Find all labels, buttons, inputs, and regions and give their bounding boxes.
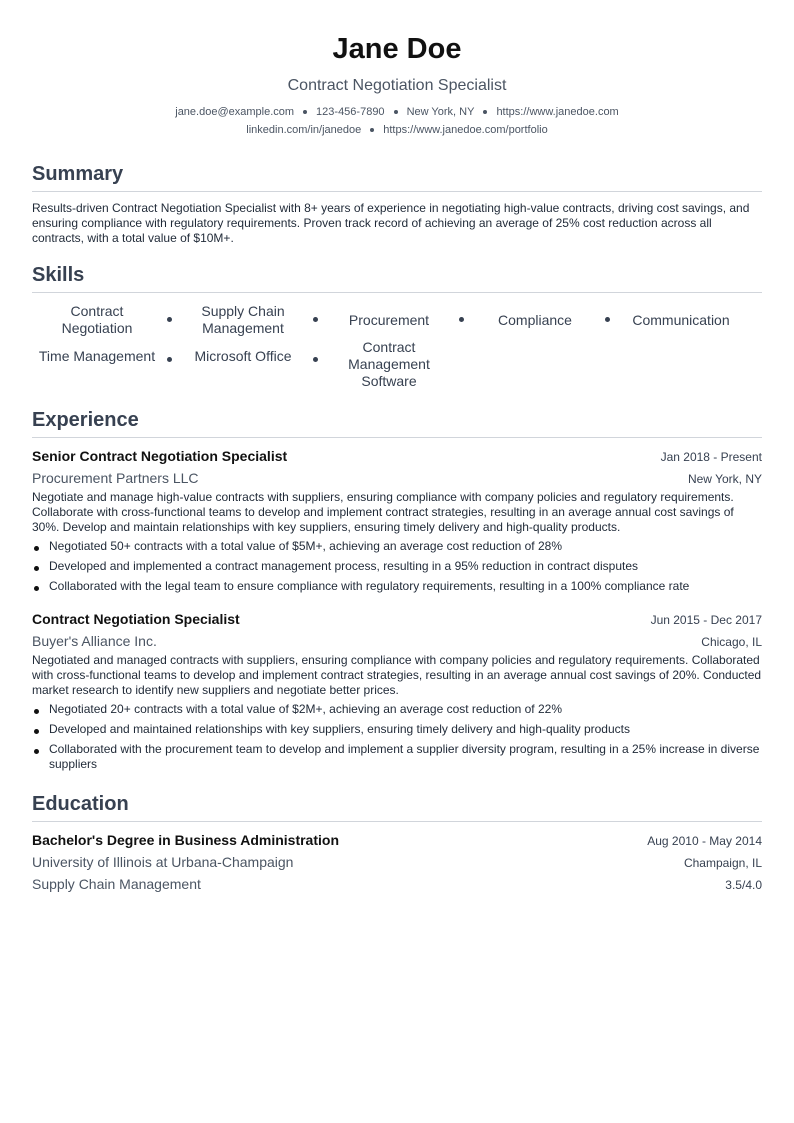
- education-section: [32, 791, 762, 894]
- summary-text: Results-driven Contract Negotiation Specialist with 8+ years of experience in negotiating high-value contracts, driving cost savings, and ensuring compliance with regulatory requirements. Proven track record of achieving an average of 25% cost reduction across all contracts, with a total value of $10M+.: [32, 201, 750, 245]
- summary-section: [32, 161, 762, 246]
- separator-dot-icon: [459, 317, 464, 322]
- bullet-icon: [34, 729, 39, 734]
- job-location: New York, NY: [687, 472, 762, 486]
- bullet-icon: [34, 709, 39, 714]
- list-item: [32, 722, 762, 737]
- skill-item: [470, 301, 600, 339]
- job-company-row: [32, 629, 762, 651]
- skill-label: Time Management: [38, 348, 156, 364]
- skills-list: [32, 301, 762, 390]
- job-achievements: [32, 702, 762, 772]
- skill-label: Contract Management Software: [348, 339, 430, 389]
- list-item: [32, 539, 762, 554]
- skill-label: Microsoft Office: [194, 348, 292, 364]
- job-dates: Jun 2015 - Dec 2017: [650, 613, 762, 627]
- experience-heading: Experience: [32, 407, 762, 438]
- job-entry: [32, 610, 762, 772]
- achievement-text: Developed and implemented a contract management process, resulting in a 95% reduction in contract disputes: [49, 559, 639, 573]
- edu-field: Supply Chain Management: [32, 876, 201, 892]
- education-heading: Education: [32, 791, 762, 822]
- skill-item: [324, 301, 454, 339]
- bullet-icon: [34, 546, 39, 551]
- contact-linkedin[interactable]: linkedin.com/in/janedoe: [246, 124, 362, 136]
- skill-item: [178, 339, 308, 390]
- job-company: Buyer's Alliance Inc.: [32, 633, 157, 649]
- separator-dot-icon: [303, 110, 307, 114]
- achievement-text: Negotiated 50+ contracts with a total value of $5M+, achieving an average cost reduction of 28%: [49, 539, 562, 553]
- separator-dot-icon: [370, 128, 374, 132]
- list-item: [32, 702, 762, 717]
- job-company: Procurement Partners LLC: [32, 470, 199, 486]
- job-title: Senior Contract Negotiation Specialist: [32, 448, 288, 464]
- edu-degree: Bachelor's Degree in Business Administration: [32, 832, 340, 848]
- bullet-icon: [34, 586, 39, 591]
- list-item: [32, 742, 762, 772]
- job-company-row: [32, 466, 762, 488]
- contact-website[interactable]: https://www.janedoe.com: [496, 106, 619, 118]
- skill-item: [324, 339, 454, 390]
- job-dates: Jan 2018 - Present: [660, 450, 762, 464]
- job-header-row: [32, 447, 762, 466]
- skill-label: Procurement: [348, 311, 430, 328]
- skill-label: Communication: [632, 311, 730, 328]
- separator-dot-icon: [313, 357, 318, 362]
- achievement-text: Developed and maintained relationships with key suppliers, ensuring timely delivery and high-quality products: [49, 722, 630, 736]
- job-entry: [32, 447, 762, 594]
- separator-dot-icon: [394, 110, 398, 114]
- education-entry: [32, 831, 762, 894]
- candidate-title: Contract Negotiation Specialist: [287, 77, 507, 94]
- contact-location: New York, NY: [406, 106, 475, 118]
- skill-label: Compliance: [498, 311, 572, 328]
- resume-header: [32, 30, 762, 139]
- job-description: Negotiated and managed contracts with suppliers, ensuring compliance with company policies and regulatory requirements. Collaborated with cross-functional teams to develop and implement contract strategies, resulting in an average annual cost savings of 20%. Conducted market research to identify new suppliers and negotiate better prices.: [32, 653, 762, 697]
- separator-dot-icon: [605, 317, 610, 322]
- separator-dot-icon: [167, 357, 172, 362]
- job-location: Chicago, IL: [701, 635, 762, 649]
- edu-dates: Aug 2010 - May 2014: [647, 834, 762, 848]
- separator-dot-icon: [483, 110, 487, 114]
- job-description: Negotiate and manage high-value contracts with suppliers, ensuring compliance with company policies and regulatory requirements. Collaborate with cross-functional teams to develop and implement contract strategies, resulting in an average annual cost savings of 30%. Develop and maintain relationships with key suppliers, ensuring timely delivery and high-quality products.: [32, 490, 734, 534]
- bullet-icon: [34, 749, 39, 754]
- skills-heading: Skills: [32, 262, 762, 293]
- separator-dot-icon: [313, 317, 318, 322]
- skill-item: [178, 301, 308, 339]
- skills-section: [32, 262, 762, 390]
- achievement-text: Collaborated with the legal team to ensure compliance with regulatory requirements, resulting in a 100% compliance rate: [49, 579, 690, 593]
- bullet-icon: [34, 566, 39, 571]
- job-achievements: [32, 539, 762, 594]
- edu-field-row: [32, 872, 762, 894]
- contact-line-1: [32, 103, 762, 121]
- achievement-text: Collaborated with the procurement team to develop and implement a supplier diversity program, resulting in a 25% increase in diverse suppliers: [49, 742, 760, 771]
- skill-item: [32, 301, 162, 339]
- edu-school: University of Illinois at Urbana-Champaign: [32, 854, 294, 870]
- job-title: Contract Negotiation Specialist: [32, 611, 240, 627]
- edu-location: Champaign, IL: [683, 856, 762, 870]
- separator-dot-icon: [167, 317, 172, 322]
- summary-heading: Summary: [32, 161, 762, 192]
- contact-phone[interactable]: 123-456-7890: [316, 106, 385, 118]
- contact-portfolio[interactable]: https://www.janedoe.com/portfolio: [383, 124, 548, 136]
- contact-line-2: [32, 121, 762, 139]
- job-header-row: [32, 610, 762, 629]
- skill-item: [616, 301, 746, 339]
- list-item: [32, 559, 762, 574]
- edu-gpa: 3.5/4.0: [725, 878, 762, 892]
- edu-school-row: [32, 850, 762, 872]
- contact-email[interactable]: jane.doe@example.com: [175, 106, 295, 118]
- candidate-name: Jane Doe: [332, 33, 462, 65]
- edu-degree-row: [32, 831, 762, 850]
- list-item: [32, 579, 762, 594]
- achievement-text: Negotiated 20+ contracts with a total value of $2M+, achieving an average cost reduction of 22%: [49, 702, 562, 716]
- experience-section: [32, 407, 762, 772]
- skill-label: Contract Negotiation: [61, 303, 133, 336]
- skill-item: [32, 339, 162, 390]
- skill-label: Supply Chain Management: [201, 303, 285, 336]
